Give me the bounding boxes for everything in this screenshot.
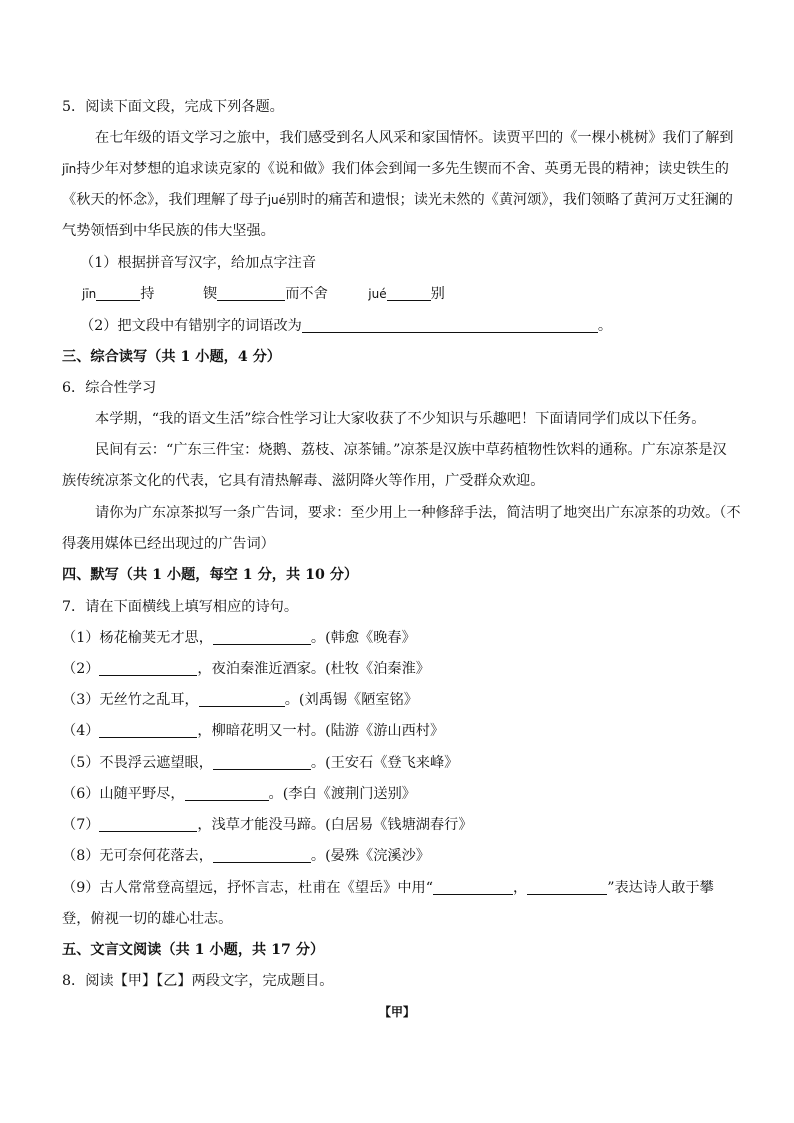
answer-blank[interactable]	[213, 847, 311, 863]
fill-char: 锲	[203, 286, 218, 302]
item-source: ，浅草才能没马蹄。(白居易《钱塘湖春行》	[197, 817, 473, 833]
question-8-title: 8．阅读【甲】【乙】两段文字，完成题目。	[62, 973, 334, 989]
sub-question-1: （1）根据拼音写汉字，给加点字注音	[80, 255, 317, 271]
question-6-title: 6．综合性学习	[62, 380, 157, 396]
answer-blank[interactable]	[217, 285, 285, 301]
item-source: 。(刘禹锡《陋室铭》	[284, 692, 418, 708]
answer-blank[interactable]	[99, 816, 197, 832]
item-source: 。(晏殊《浣溪沙》	[310, 848, 430, 864]
item-text: （6）山随平野尽，	[62, 786, 185, 802]
item-text: ”表达诗人敢于攀	[607, 880, 714, 896]
section-heading: 三、综合读写（共 1 小题，4 分）	[62, 349, 281, 365]
pinyin: jué	[368, 287, 387, 301]
item-text: （4）	[62, 723, 100, 739]
poem-item	[62, 753, 732, 773]
question-5-title: 5．阅读下面文段，完成下列各题。	[62, 99, 284, 115]
item-source: 。(王安石《登飞来峰》	[310, 755, 459, 771]
paragraph-line: 得袭用媒体已经出现过的广告词）	[62, 536, 275, 552]
passage-line: 气势领悟到中华民族的伟大坚强。	[62, 223, 275, 239]
passage-text: 持少年对梦想的追求读克家的《说和做》我们体会到闻一多先生锲而不舍、英勇无畏的精神；读史铁生的	[76, 161, 729, 177]
item-source: ，柳暗花明又一村。(陆游《游山西村》	[197, 723, 445, 739]
answer-blank[interactable]	[96, 285, 140, 301]
pinyin: jīn	[82, 287, 97, 301]
poem-item	[62, 721, 732, 741]
item-text: （5）不畏浮云遮望眼，	[62, 755, 213, 771]
paragraph-line: 民间有云：“广东三件宝：烧鹅、荔枝、凉茶铺。”凉茶是汉族中草药植物性饮料的通称。广东凉茶是汉	[95, 442, 727, 458]
poem-item: 登，俯视一切的雄心壮志。	[62, 911, 233, 927]
sub-question-2	[80, 316, 732, 336]
fill-text: 而不舍	[285, 286, 328, 302]
section-heading: 四、默写（共 1 小题，每空 1 分，共 10 分）	[62, 567, 359, 583]
item-source: ，夜泊秦淮近酒家。(杜牧《泊秦淮》	[197, 661, 430, 677]
pinyin: jué	[267, 193, 287, 207]
item-text: （2）	[62, 661, 100, 677]
poem-item	[62, 659, 732, 679]
punct: 。	[597, 318, 613, 334]
poem-item	[62, 784, 732, 804]
poem-item	[62, 878, 732, 898]
answer-blank[interactable]	[527, 879, 607, 895]
fill-row	[82, 284, 732, 304]
paragraph-line: 族传统凉茶文化的代表，它具有清热解毒、滋阴降火等作用，广受群众欢迎。	[62, 473, 545, 489]
answer-blank[interactable]	[199, 691, 285, 707]
item-source: 。(李白《渡荆门送别》	[268, 786, 416, 802]
poem-item	[62, 628, 732, 648]
item-text: （7）	[62, 817, 100, 833]
poem-item	[62, 846, 732, 866]
section-heading: 五、文言文阅读（共 1 小题，共 17 分）	[62, 942, 325, 958]
item-text: （9）古人常常登高望远，抒怀言志，杜甫在《望岳》中用“	[62, 880, 433, 896]
passage-line: 在七年级的语文学习之旅中，我们感受到名人风采和家国情怀。读贾平凹的《一棵小桃树》我们了解到	[95, 130, 734, 146]
fill-char: 别	[430, 286, 445, 302]
passage-label-jia: 【甲】	[378, 1005, 415, 1019]
pinyin: jīn	[62, 162, 77, 176]
poem-item	[62, 690, 732, 710]
answer-blank[interactable]	[185, 785, 269, 801]
answer-blank[interactable]	[99, 722, 197, 738]
paragraph-line: 请你为广东凉茶拟写一条广告词，要求：至少用上一种修辞手法，简洁明了地突出广东凉茶的功效。（不	[95, 505, 741, 521]
answer-blank[interactable]	[99, 660, 197, 676]
question-7-title: 7．请在下面横线上填写相应的诗句。	[62, 599, 299, 615]
answer-blank[interactable]	[433, 879, 513, 895]
passage-text: 《秋天的怀念》，我们理解了母子	[62, 192, 268, 208]
punct: ，	[512, 880, 528, 896]
answer-blank[interactable]	[387, 285, 431, 301]
poem-item	[62, 815, 732, 835]
passage-line	[62, 190, 732, 210]
passage-line	[62, 159, 732, 179]
answer-blank[interactable]	[213, 629, 311, 645]
fill-char: 持	[140, 286, 155, 302]
item-source: 。(韩愈《晚春》	[310, 630, 416, 646]
item-text: （8）无可奈何花落去，	[62, 848, 213, 864]
passage-text: 别时的痛苦和遗恨；读光未然的《黄河颂》，我们领略了黄河万丈狂澜的	[286, 192, 733, 208]
paragraph-line: 本学期，“我的语文生活”综合性学习让大家收获了不少知识与乐趣吧！下面请同学们成以下任务。	[95, 411, 706, 427]
answer-blank[interactable]	[302, 317, 598, 333]
item-text: （1）杨花榆荚无才思，	[62, 630, 213, 646]
item-text: （3）无丝竹之乱耳，	[62, 692, 199, 708]
sub-question-text: （2）把文段中有错别字的词语改为	[80, 318, 302, 334]
answer-blank[interactable]	[213, 754, 311, 770]
